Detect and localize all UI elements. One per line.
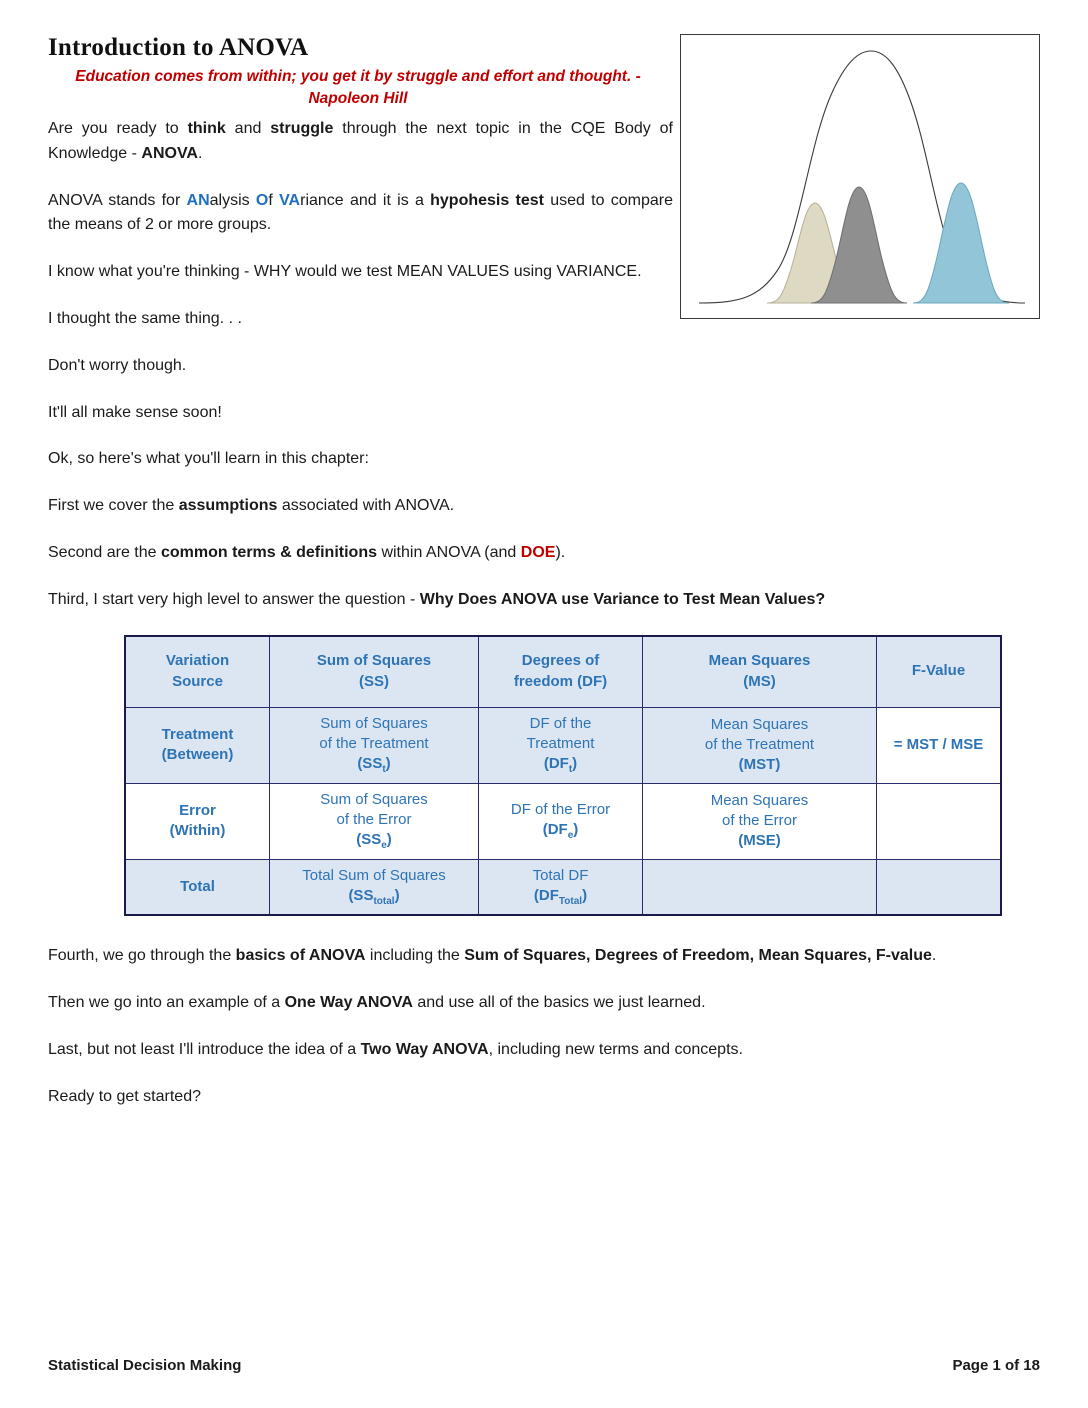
footer-left-text: Statistical Decision Making — [48, 1357, 242, 1374]
cell-df-treatment — [479, 707, 643, 783]
paragraph-intro — [48, 117, 673, 167]
cell-subscript: t — [382, 764, 386, 775]
paragraph-one-way-example — [48, 991, 1023, 1016]
anova-table — [124, 635, 1002, 917]
label-line-2: (Between) — [161, 746, 234, 763]
paragraph-chapter-intro: Ok, so here's what you'll learn in this chapter: — [48, 450, 369, 468]
text-run-bold: One Way ANOVA — [284, 994, 413, 1012]
text-run-accent: DOE — [520, 543, 556, 561]
text-run: Second are the — [48, 543, 161, 561]
column-header-f-value — [877, 636, 1002, 708]
cell-subscript: total — [373, 895, 395, 907]
cell-f-value-total-empty — [877, 859, 1002, 915]
header-line-1: Mean Squares — [708, 652, 811, 670]
cell-line-1: DF of the — [529, 714, 592, 732]
paragraph-second-terms — [48, 541, 673, 566]
f-value-text: = MST / MSE — [893, 735, 984, 753]
column-header-mean-squares — [643, 636, 877, 708]
cell-ss-treatment — [270, 707, 479, 783]
label-line-1: Treatment — [161, 725, 234, 743]
text-run: used to compare the means of 2 or more groups. — [48, 191, 674, 234]
paragraph-make-sense: It'll all make sense soon! — [48, 403, 222, 421]
footer-page-number: Page 1 of 18 — [952, 1357, 1040, 1374]
paragraph-first-assumptions — [48, 494, 673, 519]
text-run: including the — [365, 947, 465, 965]
body-text-column — [48, 117, 826, 613]
paragraph-dont-worry: Don't worry though. — [48, 356, 187, 374]
header-line-2: Source — [172, 672, 223, 690]
cell-symbol-close: ) — [572, 755, 578, 772]
text-run: alysis — [209, 191, 256, 209]
cell-line-3 — [483, 886, 638, 909]
cell-line-1: Mean Squares — [710, 715, 809, 733]
row-label-treatment — [125, 707, 270, 783]
paragraph-third-question — [48, 588, 928, 613]
header-line-2: freedom (DF) — [513, 672, 608, 690]
row-label-error — [125, 783, 270, 859]
cell-line-1: Sum of Squares — [320, 790, 428, 808]
paragraph-ready: Ready to get started? — [48, 1087, 201, 1105]
text-run-bold: assumptions — [178, 497, 278, 515]
cell-line-2: of the Error — [721, 811, 798, 829]
label-line-1: Total — [180, 877, 215, 895]
quote-text: Education comes from within; you get it by struggle and effort and thought. - Napoleon Hill — [75, 68, 641, 108]
text-run-bold: ANOVA — [141, 144, 198, 162]
text-run: associated with ANOVA. — [277, 497, 455, 515]
text-run: and use all of the basics we just learned. — [412, 994, 706, 1012]
anova-table-wrapper — [124, 635, 984, 917]
text-run: within ANOVA (and — [377, 543, 521, 561]
text-run: Then we go into an example of a — [48, 994, 285, 1012]
cell-symbol: (DF — [543, 755, 569, 772]
text-run-accent: O — [255, 191, 269, 209]
text-run-accent: VA — [279, 191, 301, 209]
cell-f-value-empty — [877, 783, 1002, 859]
table-row-error — [125, 783, 1001, 859]
text-run-bold: basics of ANOVA — [235, 947, 366, 965]
cell-subscript: t — [568, 764, 573, 775]
text-run: , including new terms and concepts. — [488, 1040, 743, 1058]
text-run-bold: Why Does ANOVA use Variance to Test Mean Values? — [419, 590, 826, 608]
cell-line-3: (MST) — [738, 756, 781, 774]
cell-line-2: of the Error — [336, 810, 412, 828]
cell-symbol-close: ) — [385, 755, 391, 772]
column-header-sum-of-squares — [270, 636, 479, 708]
header-line-2: (MS) — [743, 672, 776, 690]
text-run-accent: AN — [186, 191, 210, 209]
text-run: Third, I start very high level to answer the question - — [48, 590, 420, 608]
cell-ms-total-empty — [643, 859, 877, 915]
header-line-1: Sum of Squares — [316, 652, 432, 670]
table-row-treatment — [125, 707, 1001, 783]
text-run: f — [268, 191, 280, 209]
paragraph-anova-definition — [48, 189, 673, 239]
page-footer — [48, 1357, 1040, 1374]
text-run-bold: Two Way ANOVA — [360, 1040, 489, 1058]
paragraph-why-variance: I know what you're thinking - WHY would we test MEAN VALUES using VARIANCE. — [48, 263, 642, 281]
cell-symbol: (DF — [542, 820, 568, 838]
cell-df-total — [479, 859, 643, 915]
text-run: and — [225, 119, 271, 137]
paragraph-fourth-basics — [48, 944, 1023, 969]
anova-distributions-figure — [680, 34, 1040, 319]
cell-subscript: e — [567, 829, 574, 841]
paragraph-same-thing: I thought the same thing. . . — [48, 309, 242, 327]
text-run: riance and it is a — [300, 191, 431, 209]
cell-line-2: of the Treatment — [704, 735, 815, 753]
cell-subscript: Total — [558, 895, 583, 907]
paragraph-two-way-intro — [48, 1038, 1023, 1063]
text-run: Are you ready to — [48, 119, 188, 137]
cell-line-1: Total DF — [532, 866, 589, 884]
table-header-row — [125, 636, 1001, 708]
cell-subscript: e — [381, 840, 387, 851]
text-run: Fourth, we go through the — [48, 947, 236, 965]
cell-line-3: (MSE) — [738, 832, 781, 850]
header-line-2: (SS) — [359, 672, 389, 690]
cell-symbol-close: ) — [573, 820, 579, 838]
header-line-1: Variation — [165, 652, 230, 670]
text-run-bold: Sum of Squares, Degrees of Freedom, Mean Squares, F-value — [464, 947, 932, 965]
cell-symbol-close: ) — [386, 831, 392, 848]
text-run: Last, but not least I'll introduce the idea of a — [48, 1040, 361, 1058]
cell-line-2: Treatment — [526, 734, 595, 752]
cell-line-2: of the Treatment — [319, 734, 429, 752]
text-run-bold: common terms & definitions — [160, 543, 377, 561]
cell-f-value — [877, 707, 1002, 783]
cell-line-3 — [274, 886, 474, 909]
header-line-1: F-Value — [911, 662, 966, 680]
cell-symbol-close: ) — [394, 886, 400, 904]
cell-df-error — [479, 783, 643, 859]
cell-line-1: Total Sum of Squares — [302, 866, 446, 884]
cell-line-3 — [274, 830, 474, 853]
text-run: ). — [555, 543, 566, 561]
body-text-column-lower — [48, 944, 1023, 1109]
page-title: Introduction to ANOVA — [48, 34, 309, 61]
column-header-degrees-of-freedom — [479, 636, 643, 708]
cell-line-1: Sum of Squares — [320, 714, 428, 732]
cell-line-1: Mean Squares — [710, 791, 809, 809]
label-line-1: Error — [179, 801, 216, 819]
text-run: ANOVA stands for — [48, 191, 187, 209]
cell-line-1: DF of the Error — [510, 800, 611, 818]
cell-symbol: (SS — [357, 755, 383, 772]
text-run: First we cover the — [48, 497, 179, 515]
column-header-variation-source — [125, 636, 270, 708]
cell-symbol: (SS — [356, 831, 382, 848]
cell-symbol: (DF — [533, 886, 559, 904]
text-run: . — [197, 144, 203, 162]
header-line-1: Degrees of — [521, 652, 600, 670]
text-run: . — [931, 947, 937, 965]
cell-ss-error — [270, 783, 479, 859]
table-row-total — [125, 859, 1001, 915]
cell-symbol: (SS — [348, 886, 374, 904]
text-run: through the next topic in the CQE Body of Knowledge - — [48, 119, 674, 162]
cell-ss-total — [270, 859, 479, 915]
cell-line-3 — [483, 820, 638, 843]
cell-symbol-close: ) — [582, 886, 588, 904]
text-run-bold: think — [187, 119, 226, 137]
row-label-total — [125, 859, 270, 915]
cell-line-3 — [483, 754, 638, 777]
label-line-2: (Within) — [169, 822, 226, 839]
cell-ms-error — [643, 783, 877, 859]
text-run-bold: struggle — [270, 119, 334, 137]
cell-line-3 — [274, 754, 474, 777]
text-run-bold: hypohesis test — [430, 191, 544, 209]
cell-ms-treatment — [643, 707, 877, 783]
